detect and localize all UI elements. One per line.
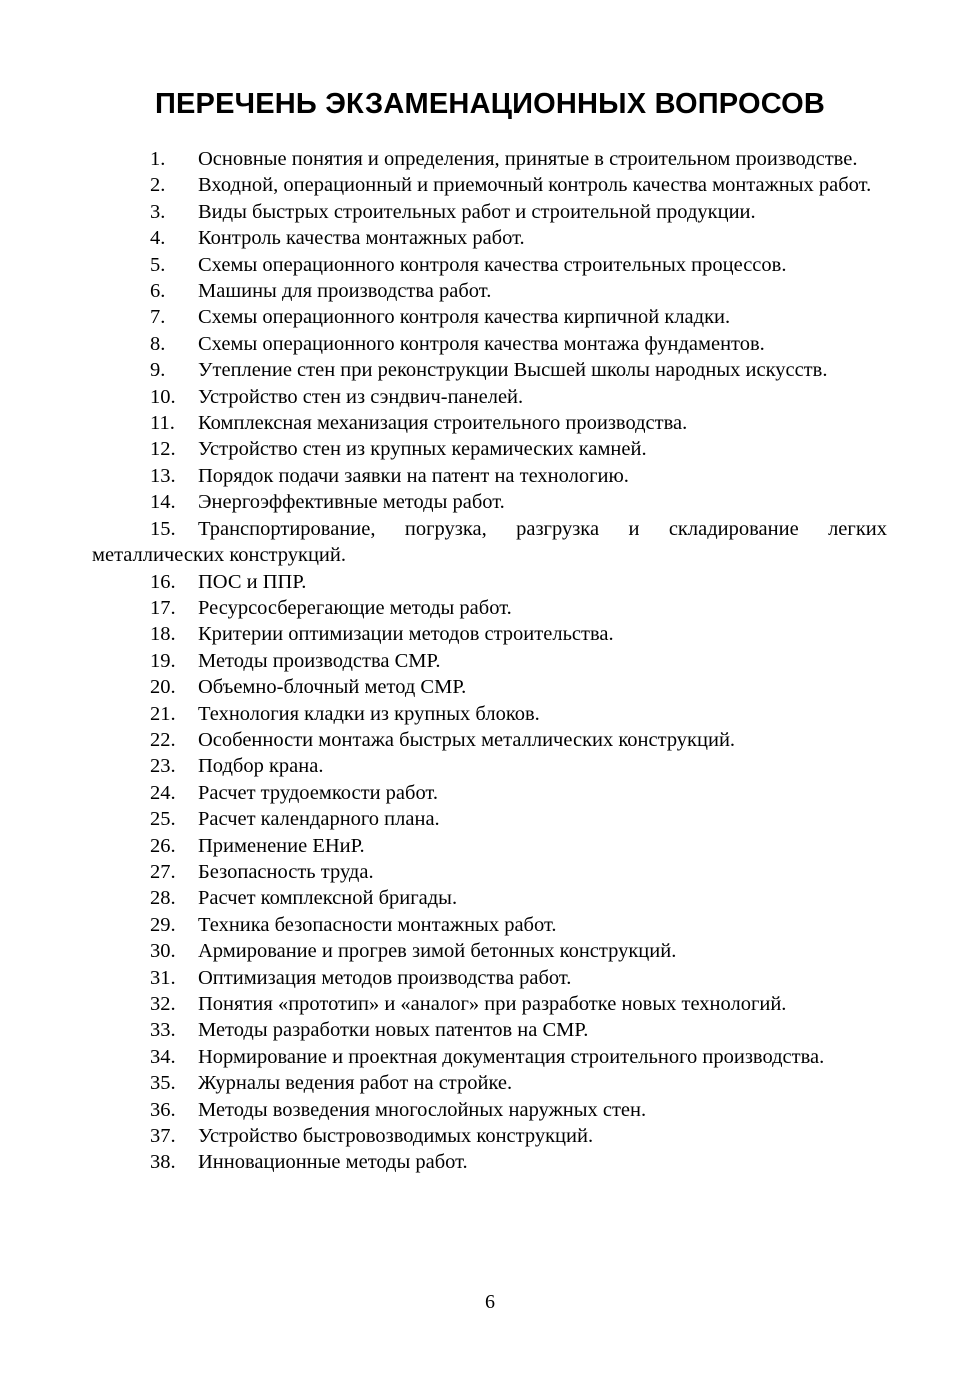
question-number: 37. [150, 1125, 176, 1148]
question-item [92, 912, 887, 938]
question-item [92, 965, 887, 991]
question-item [92, 806, 887, 832]
question-number: 1. [150, 148, 166, 170]
question-number: 35. [150, 1072, 176, 1095]
question-item [92, 1070, 887, 1096]
question-text: Критерии оптимизации методов строительства. [198, 623, 614, 646]
question-text: Методы производства СМР. [198, 649, 441, 672]
question-text: Транспортирование, погрузка, разгрузка и складирование легких металлических конструкций. [92, 517, 887, 567]
question-number: 15. [150, 517, 176, 540]
question-number: 8. [150, 332, 166, 355]
question-text: Понятия «прототип» и «аналог» при разработке новых технологий. [198, 993, 787, 1015]
question-text: Расчет календарного плана. [198, 808, 440, 831]
question-number: 38. [150, 1151, 176, 1174]
question-item [92, 727, 887, 753]
question-text: Техника безопасности монтажных работ. [198, 913, 557, 936]
question-text: Подбор крана. [198, 755, 324, 778]
question-number: 21. [150, 702, 176, 725]
question-item [92, 833, 887, 859]
question-number: 27. [150, 860, 176, 883]
question-number: 19. [150, 649, 176, 672]
question-text: Схемы операционного контроля качества кирпичной кладки. [198, 306, 731, 329]
question-item [92, 146, 887, 172]
question-item [92, 384, 887, 410]
question-text: Основные понятия и определения, принятые в строительном производстве. [198, 148, 858, 170]
question-number: 3. [150, 200, 166, 223]
question-text: Комплексная механизация строительного производства. [198, 412, 688, 435]
question-text: Порядок подачи заявки на патент на технологию. [198, 464, 629, 487]
question-number: 16. [150, 570, 176, 593]
question-number: 23. [150, 755, 176, 778]
question-text: Методы разработки новых патентов на СМР. [198, 1019, 589, 1042]
question-number: 9. [150, 359, 166, 382]
page-title: ПЕРЕЧЕНЬ ЭКЗАМЕНАЦИОННЫХ ВОПРОСОВ [154, 88, 826, 120]
question-number: 34. [150, 1045, 176, 1068]
question-text: Расчет комплексной бригады. [198, 887, 458, 910]
question-text: Армирование и прогрев зимой бетонных конструкций. [198, 940, 677, 963]
question-item [92, 331, 887, 357]
question-list [92, 146, 887, 1176]
question-number: 24. [150, 781, 176, 804]
question-item [92, 938, 887, 964]
question-item [92, 463, 887, 489]
question-text: Применение ЕНиР. [198, 834, 365, 857]
question-item [92, 225, 887, 251]
question-item [92, 595, 887, 621]
question-text: Ресурсосберегающие методы работ. [198, 596, 512, 619]
question-item [92, 410, 887, 436]
question-text: Инновационные методы работ. [198, 1151, 468, 1174]
question-item [92, 304, 887, 330]
question-item [92, 278, 887, 304]
question-number: 14. [150, 491, 176, 514]
question-number: 25. [150, 808, 176, 831]
question-number: 6. [150, 280, 166, 303]
question-number: 4. [150, 227, 166, 250]
question-number: 36. [150, 1098, 176, 1121]
question-text: Машины для производства работ. [198, 280, 492, 303]
question-text: ПОС и ППР. [198, 570, 307, 593]
question-item [92, 1123, 887, 1149]
question-text: Методы возведения многослойных наружных стен. [198, 1098, 647, 1121]
question-text: Энергоэффективные методы работ. [198, 491, 505, 514]
question-number: 2. [150, 174, 166, 197]
page-number: 6 [485, 1291, 495, 1313]
question-text: Схемы операционного контроля качества монтажа фундаментов. [198, 332, 765, 355]
question-number: 13. [150, 464, 176, 487]
question-item [92, 1097, 887, 1123]
question-number: 18. [150, 623, 176, 646]
question-item [92, 885, 887, 911]
question-item [92, 1044, 887, 1070]
question-item [92, 1017, 887, 1043]
question-item [92, 199, 887, 225]
question-item [92, 621, 887, 647]
question-text: Журналы ведения работ на стройке. [198, 1072, 513, 1095]
question-item [92, 859, 887, 885]
question-item [92, 753, 887, 779]
question-text: Контроль качества монтажных работ. [198, 227, 525, 250]
question-item [92, 780, 887, 806]
question-number: 32. [150, 993, 176, 1015]
question-number: 11. [150, 412, 175, 435]
question-text: Виды быстрых строительных работ и строительной продукции. [198, 200, 756, 223]
question-text: Устройство стен из сэндвич-панелей. [198, 385, 524, 408]
question-text: Оптимизация методов производства работ. [198, 966, 572, 989]
question-text: Схемы операционного контроля качества строительных процессов. [198, 253, 787, 276]
question-number: 20. [150, 676, 176, 699]
question-item [92, 252, 887, 278]
question-item [92, 648, 887, 674]
question-text: Объемно-блочный метод СМР. [198, 676, 467, 699]
question-text: Технология кладки из крупных блоков. [198, 702, 540, 725]
question-number: 30. [150, 940, 176, 963]
question-text: Устройство стен из крупных керамических камней. [198, 438, 647, 461]
question-text: Нормирование и проектная документация строительного производства. [198, 1045, 825, 1068]
question-number: 28. [150, 887, 176, 910]
question-item [92, 436, 887, 462]
question-item [92, 172, 887, 198]
question-number: 17. [150, 596, 176, 619]
question-item [92, 1149, 887, 1175]
question-item [92, 674, 887, 700]
question-number: 22. [150, 728, 176, 751]
question-number: 12. [150, 438, 176, 461]
question-item [92, 701, 887, 727]
question-number: 31. [150, 966, 176, 989]
question-text: Расчет трудоемкости работ. [198, 781, 438, 804]
question-number: 10. [150, 385, 176, 408]
question-item [92, 357, 887, 383]
question-number: 33. [150, 1019, 176, 1042]
question-item [92, 569, 887, 595]
question-text: Особенности монтажа быстрых металлических конструкций. [198, 728, 736, 751]
question-number: 26. [150, 834, 176, 857]
question-text: Безопасность труда. [198, 860, 374, 883]
question-number: 29. [150, 913, 176, 936]
question-text: Устройство быстровозводимых конструкций. [198, 1125, 594, 1148]
question-text: Утепление стен при реконструкции Высшей школы народных искусств. [198, 359, 828, 382]
question-number: 5. [150, 253, 166, 276]
question-item [92, 489, 887, 515]
question-item [92, 991, 887, 1017]
question-item [92, 516, 887, 569]
question-number: 7. [150, 306, 166, 329]
question-text: Входной, операционный и приемочный контроль качества монтажных работ. [198, 174, 872, 197]
